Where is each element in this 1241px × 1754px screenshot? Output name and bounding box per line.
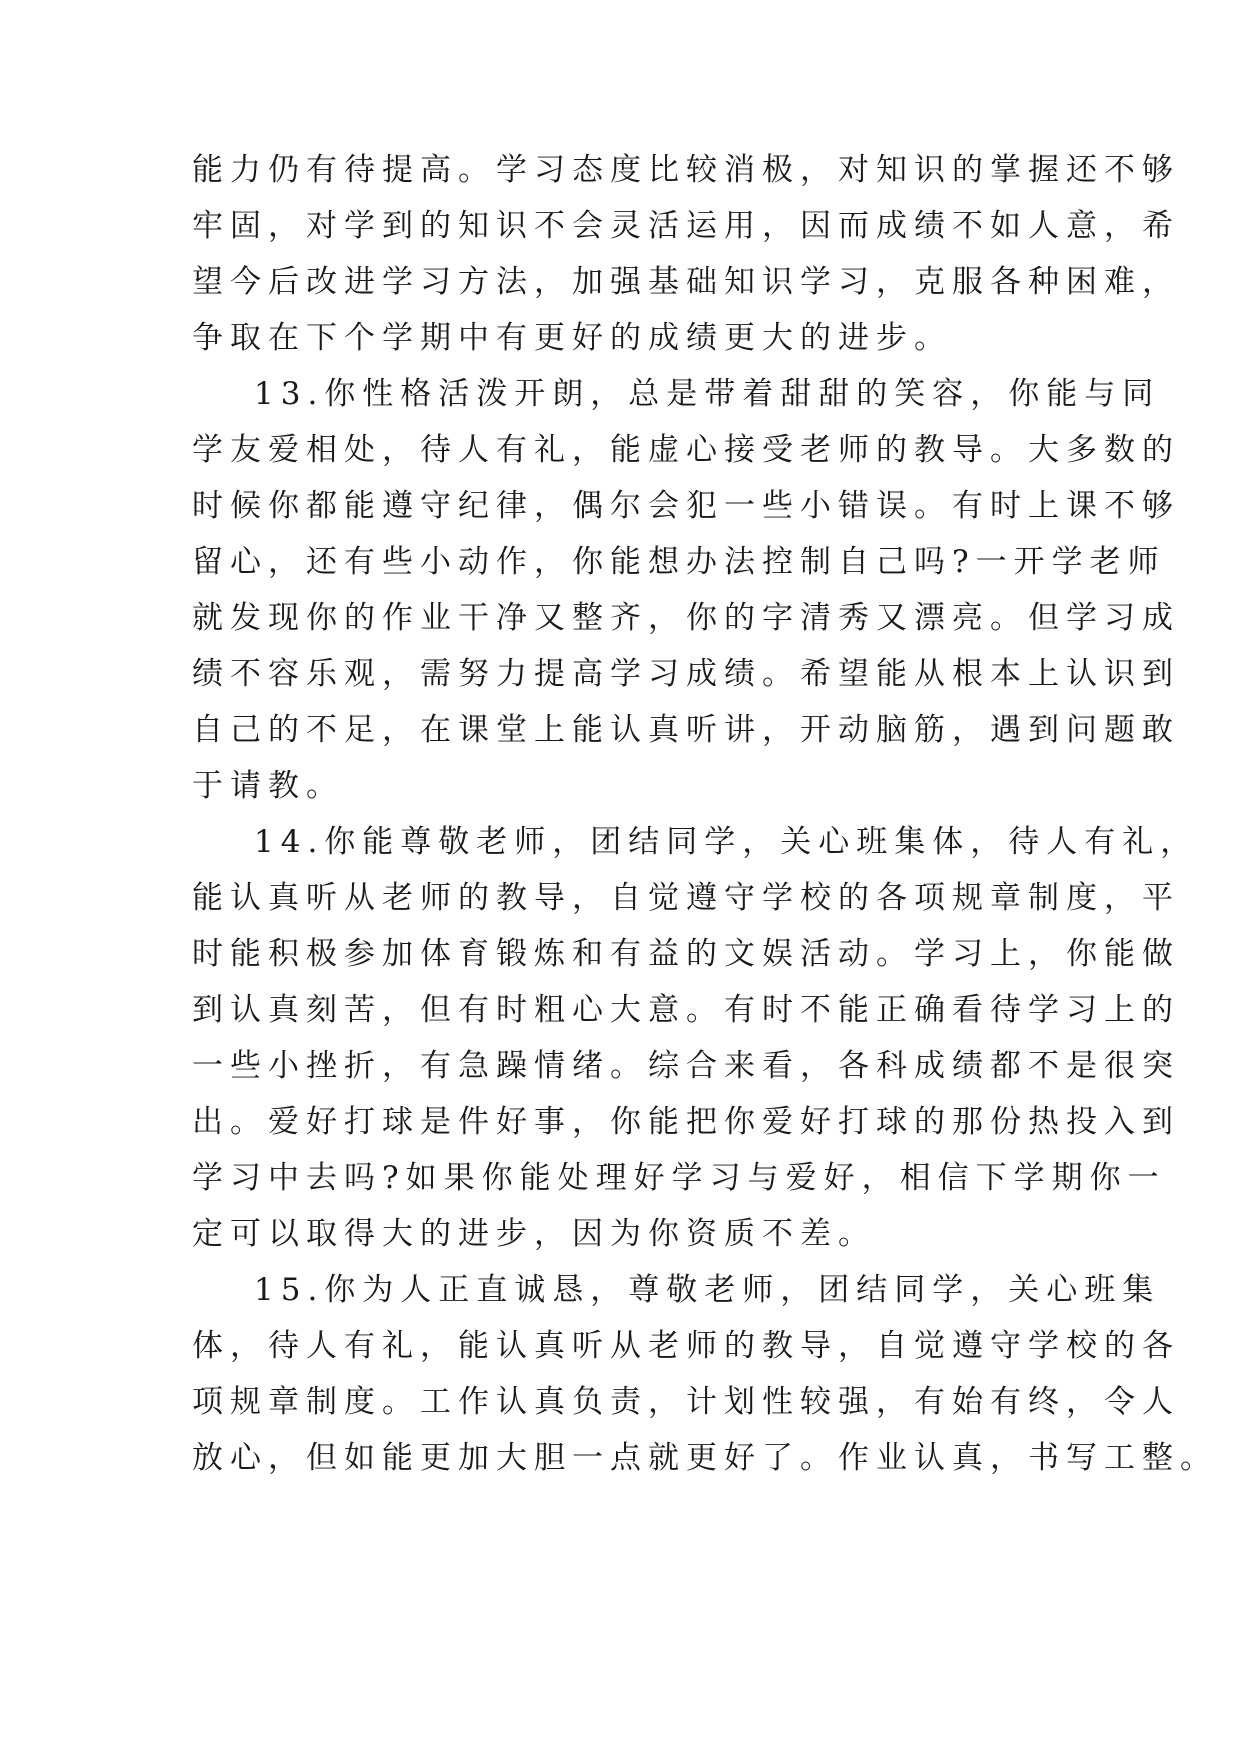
text-line: 项规章制度。工作认真负责，计划性较强，有始有终，令人 [192,1384,1180,1420]
text-line: 留心，还有些小动作，你能想办法控制自己吗?一开学老师 [192,544,1166,580]
paragraph-start-13: 13.你性格活泼开朗，总是带着甜甜的笑容，你能与同 [254,376,1161,412]
text-line: 体，待人有礼，能认真听从老师的教导，自觉遵守学校的各 [192,1328,1180,1364]
text-line: 能力仍有待提高。学习态度比较消极，对知识的掌握还不够 [192,152,1180,188]
text-line: 时能积极参加体育锻炼和有益的文娱活动。学习上，你能做 [192,936,1180,972]
text-line: 牢固，对学到的知识不会灵活运用，因而成绩不如人意，希 [192,208,1180,244]
text-line: 就发现你的作业干净又整齐，你的字清秀又漂亮。但学习成 [192,600,1180,636]
text-line: 自己的不足，在课堂上能认真听讲，开动脑筋，遇到问题敢 [192,712,1180,748]
text-line: 出。爱好打球是件好事，你能把你爱好打球的那份热投入到 [192,1104,1180,1140]
text-line: 放心，但如能更加大胆一点就更好了。作业认真，书写工整。 [192,1440,1218,1476]
text-line: 学友爱相处，待人有礼，能虚心接受老师的教导。大多数的 [192,432,1180,468]
text-line: 望今后改进学习方法，加强基础知识学习，克服各种困难， [192,264,1180,300]
text-line: 到认真刻苦，但有时粗心大意。有时不能正确看待学习上的 [192,992,1180,1028]
text-line: 争取在下个学期中有更好的成绩更大的进步。 [192,320,952,356]
paragraph-start-15: 15.你为人正直诚恳，尊敬老师，团结同学，关心班集 [254,1272,1161,1308]
text-line: 一些小挫折，有急躁情绪。综合来看，各科成绩都不是很突 [192,1048,1180,1084]
text-line: 定可以取得大的进步，因为你资质不差。 [192,1216,876,1252]
paragraph-start-14: 14.你能尊敬老师，团结同学，关心班集体，待人有礼， [254,824,1199,860]
text-line: 绩不容乐观，需努力提高学习成绩。希望能从根本上认识到 [192,656,1180,692]
text-line: 时候你都能遵守纪律，偶尔会犯一些小错误。有时上课不够 [192,488,1180,524]
text-line: 能认真听从老师的教导，自觉遵守学校的各项规章制度，平 [192,880,1180,916]
text-line: 学习中去吗?如果你能处理好学习与爱好，相信下学期你一 [192,1160,1166,1196]
text-line: 于请教。 [192,768,344,804]
